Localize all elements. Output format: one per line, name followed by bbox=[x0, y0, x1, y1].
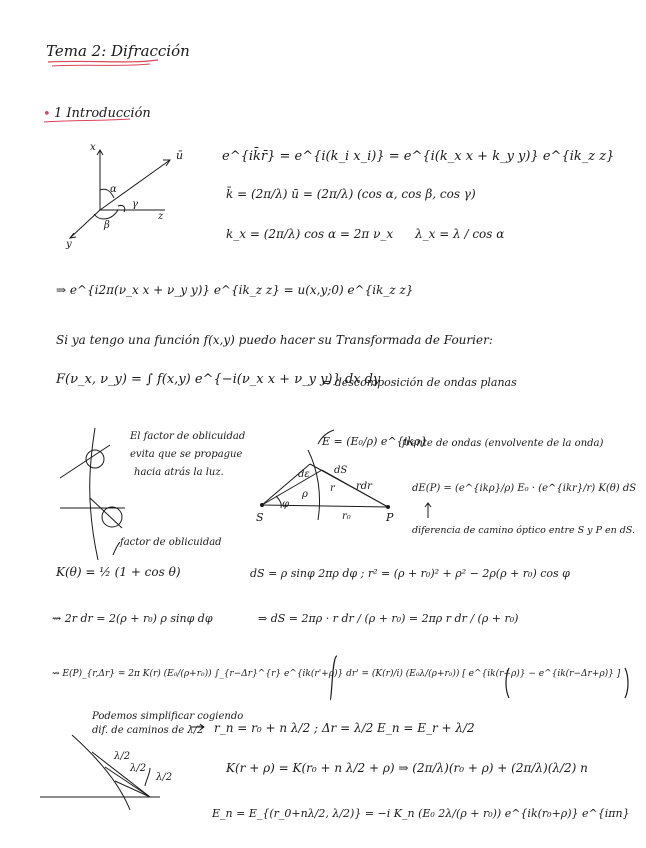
s-point-label: S bbox=[256, 511, 264, 524]
zone-lambda-label-3: λ/2 bbox=[156, 772, 173, 783]
en-equation: E_n = E_{(r_0+nλ/2, λ/2)} = −i K_n (E₀ 2λ/(ρ + r₀)) e^{ik(r₀+ρ)} e^{iπn} bbox=[212, 807, 630, 820]
axis-z-label: z bbox=[158, 211, 164, 222]
k-vector-equation: k̄ = (2π/λ) ū = (2π/λ) (cos α, cos β, cos γ) bbox=[226, 187, 476, 201]
k-theta-equation: K(θ) = ½ (1 + cos θ) bbox=[56, 565, 181, 579]
depsilon-label: dε bbox=[298, 469, 310, 480]
fresnel-note-line1: Podemos simplificar cogiendo bbox=[92, 711, 244, 722]
rho-label: ρ bbox=[302, 489, 308, 500]
field-integral-equation: ⇝ E(P)_{r,Δr} = 2π K(r) (E₀/(ρ+r₀)) ∫_{r−Δr}^{r} e^{ik(r'+ρ)} dr' = (K(r)/i) (E₀λ/(ρ+r₀)) [ e^{ik(r+ρ)} − e^{ik(r−Δr+ρ)} ] bbox=[52, 669, 621, 679]
bullet-icon: • bbox=[43, 107, 51, 122]
fourier-note: ⇒ descomposición de ondas planas bbox=[322, 376, 517, 389]
fresnel-zones-figure bbox=[40, 724, 204, 810]
zone-lambda-label-1: λ/2 bbox=[114, 751, 131, 762]
fourier-wave-equation: ⇒ e^{i2π(ν_x x + ν_y y)} e^{ik_z z} = u(x,y;0) e^{ik_z z} bbox=[56, 283, 414, 297]
obliquity-figure bbox=[60, 428, 125, 560]
optical-path-note: diferencia de camino óptico entre S y P en dS. bbox=[412, 525, 636, 536]
r0-label: r₀ bbox=[342, 511, 351, 522]
axes-figure bbox=[70, 150, 170, 238]
section-heading: 1 Introducción bbox=[54, 106, 151, 121]
k-relation-equation: K(r + ρ) = K(r₀ + n λ/2 + ρ) ⇒ (2π/λ)(r₀ + ρ) + (2π/λ)(λ/2) n bbox=[226, 761, 588, 775]
kx-equation: k_x = (2π/λ) cos α = 2π ν_x bbox=[226, 227, 394, 241]
obliquity-note-line3: hacia atrás la luz. bbox=[134, 467, 224, 478]
gamma-label: γ bbox=[132, 199, 138, 210]
p-point-label: P bbox=[386, 511, 394, 524]
ds-label: dS bbox=[334, 465, 348, 476]
axis-x-label: x bbox=[90, 142, 96, 153]
plane-wave-equation: e^{ik̄r̄} = e^{i(k_i x_i)} = e^{i(k_x x + k_y y)} e^{ik_z z} bbox=[222, 149, 615, 164]
ds-relation-equation: dS = ρ sinφ 2πρ dφ ; r² = (ρ + r₀)² + ρ² − 2ρ(ρ + r₀) cos φ bbox=[250, 567, 570, 580]
axis-y-label: y bbox=[66, 239, 72, 250]
alpha-label: α bbox=[110, 184, 117, 195]
zone-lambda-label-2: λ/2 bbox=[130, 763, 147, 774]
lambda-x-equation: λ_x = λ / cos α bbox=[415, 227, 505, 241]
vector-u-label: ū bbox=[176, 149, 184, 162]
fresnel-note-line2: dif. de caminos de λ/2 bbox=[92, 725, 204, 736]
beta-label: β bbox=[104, 220, 110, 231]
fourier-sentence: Si ya tengo una función f(x,y) puedo hacer su Transformada de Fourier: bbox=[56, 333, 493, 347]
rn-equation: r_n = r₀ + n λ/2 ; Δr = λ/2 E_n = E_r + λ/2 bbox=[214, 721, 475, 735]
phi-label: φ bbox=[282, 499, 290, 510]
r-label: r bbox=[330, 483, 335, 494]
rdr-equation: ⇝ 2r dr = 2(ρ + r₀) ρ sinφ dφ bbox=[52, 612, 213, 625]
fourier-transform-equation: F(ν_x, ν_y) = ∫ f(x,y) e^{−i(ν_x x + ν_y y)} dx dy bbox=[56, 372, 381, 387]
obliquity-note-line2: evita que se propague bbox=[130, 449, 243, 460]
wavefront-note: frente de ondas (envolvente de la onda) bbox=[402, 438, 604, 449]
page-title: Tema 2: Difracción bbox=[46, 42, 190, 60]
ds-rdr-equation: ⇒ dS = 2πρ · r dr / (ρ + r₀) = 2πρ r dr / (ρ + r₀) bbox=[258, 612, 519, 625]
source-field-equation: E = (E₀/ρ) e^{ikρ} bbox=[322, 435, 428, 448]
rdr-label: rdr bbox=[356, 481, 372, 492]
obliquity-factor-label: factor de oblicuidad bbox=[120, 537, 222, 548]
dE-equation: dE(P) = (e^{ikρ}/ρ) E₀ · (e^{ikr}/r) K(θ) dS bbox=[412, 483, 637, 494]
obliquity-note-line1: El factor de oblicuidad bbox=[130, 431, 246, 442]
